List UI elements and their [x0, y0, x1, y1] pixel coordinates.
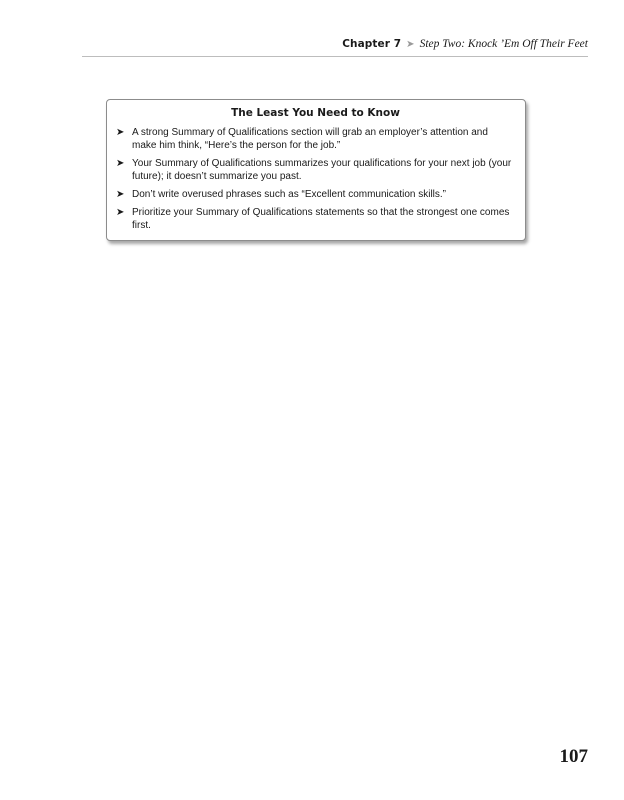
- list-item: [116, 126, 515, 152]
- list-item-text: Prioritize your Summary of Qualifications statements so that the strongest one comes first.: [132, 207, 510, 231]
- chapter-label: Chapter 7: [342, 38, 402, 50]
- least-you-need-to-know-box: [106, 99, 526, 241]
- running-head: [342, 38, 588, 50]
- arrowhead-right-icon: ➤: [116, 207, 125, 218]
- list-item-text: A strong Summary of Qualifications section will grab an employer’s attention and make him think, “Here’s the person for the job.”: [132, 127, 488, 151]
- arrowhead-right-icon: ➤: [116, 127, 125, 138]
- list-item: [116, 206, 515, 232]
- arrowhead-right-icon: ➤: [116, 189, 125, 200]
- arrowhead-right-icon: ➤: [116, 158, 125, 169]
- list-item: [116, 157, 515, 183]
- page-number: 107: [559, 746, 588, 767]
- box-list: [116, 126, 515, 232]
- list-item: [116, 188, 515, 201]
- arrowhead-right-icon: ➤: [406, 39, 415, 50]
- chapter-title: Step Two: Knock ’Em Off Their Feet: [419, 38, 588, 50]
- box-title: The Least You Need to Know: [231, 107, 400, 119]
- list-item-text: Don’t write overused phrases such as “Excellent communication skills.”: [132, 189, 447, 200]
- header-rule: [82, 56, 588, 57]
- list-item-text: Your Summary of Qualifications summarizes your qualifications for your next job (your future); it doesn’t summarize you past.: [132, 158, 512, 182]
